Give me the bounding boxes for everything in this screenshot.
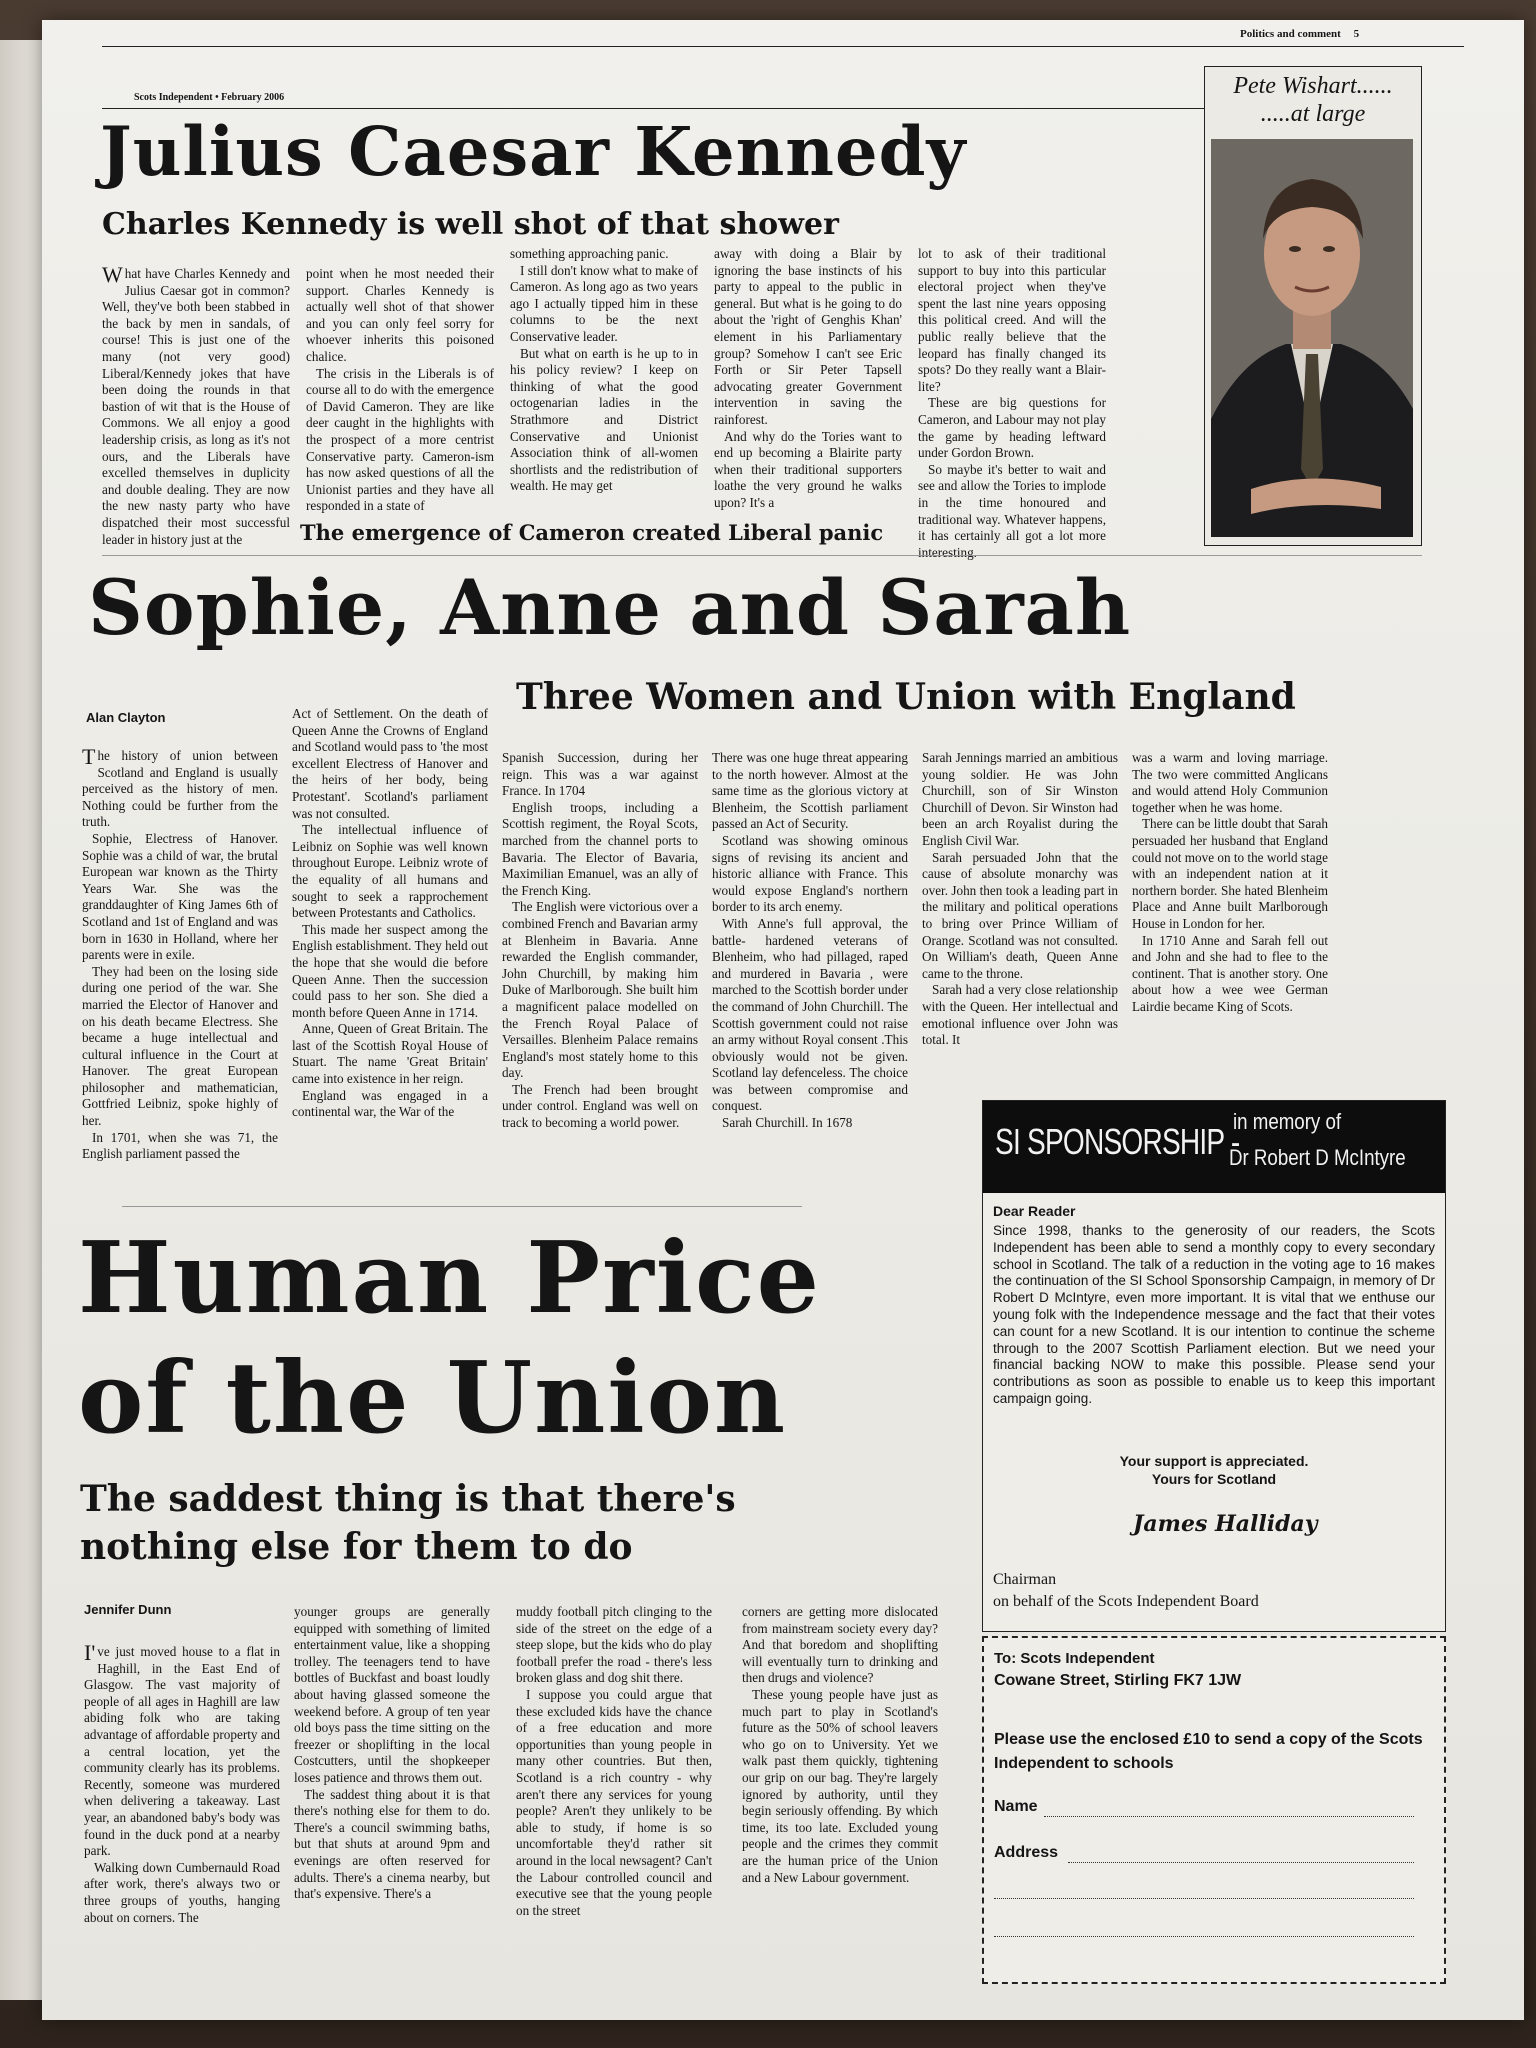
article1-subtitle: Charles Kennedy is well shot of that shower <box>102 207 839 242</box>
paragraph: Walking down Cumbernauld Road after work, there's always two or three groups of youths, hanging about on corners. The <box>84 1859 280 1925</box>
sponsorship-greeting: Dear Reader <box>993 1203 1076 1219</box>
paragraph: The saddest thing about it is that there's nothing else for them to do. There's a council swimming baths, but that shuts at around 9pm and evenings are often reserved for adults. There's a cinema nearby, but that's expensive. There's a <box>294 1786 490 1902</box>
publication-line: Scots Independent • February 2006 <box>134 92 285 103</box>
section-label: Politics and comment <box>1240 28 1341 40</box>
paragraph: Scotland was showing ominous signs of revising its ancient and historic alliance with France. This would expose England's northern border to its arch enemy. <box>712 832 908 915</box>
paragraph: Act of Settlement. On the death of Queen Anne the Crowns of England and Scotland would pass to 'the most excellent Electress of Hanover and the heirs of her body, being Protestant'. Scotland's parliament was not consulted. <box>292 706 488 821</box>
paragraph: So maybe it's better to wait and see and allow the Tories to implode in the time honoured and traditional way. Whatever happens, it has certainly all got a lot more interesting. <box>918 461 1106 560</box>
paragraph: This made her suspect among the English establishment. They held out the hope that she would die before Queen Anne. Then the succession could pass to her son. She died a month before Queen Anne in 1714. <box>292 921 488 1020</box>
coupon-address-field-1[interactable] <box>1068 1862 1414 1863</box>
coupon-address-line-2: Cowane Street, Stirling FK7 1JW <box>994 1672 1242 1689</box>
coupon-instruction: Please use the enclosed £10 to send a copy of the Scots Independent to schools <box>994 1731 1423 1772</box>
article1-title: Julius Caesar Kennedy <box>100 112 967 191</box>
paragraph: In 1701, when she was 71, the English parliament passed the <box>82 1129 278 1162</box>
coupon-address-field-3[interactable] <box>994 1936 1414 1937</box>
sponsorship-header <box>983 1101 1445 1193</box>
paragraph: I suppose you could argue that these excluded kids have the chance of a free education and more opportunities than young people in many other countries. But then, Scotland is a rich country - why aren't there any services for young people? Aren't they unlikely to be able to study, if home is so uncomfortable they'd rather sit around in the local newsagent? Can't the Labour controlled council and executive see that the young people on the street <box>516 1686 712 1918</box>
article3-subtitle-line-1: The saddest thing is that there's <box>80 1478 736 1520</box>
sponsorship-signoff: Yours for Scotland <box>1151 1471 1277 1487</box>
paragraph: They had been on the losing side during one period of the war. She married the Elector of Hanover and on his death became Electress. She became a huge intellectual and cultural influence in the Court at Hanover. The great European philosopher and mathematician, Gottfried Leibniz, spoke highly of her. <box>82 963 278 1129</box>
paragraph: point when he most needed their support. Charles Kennedy is actually well shot of that shower and you can only feel sorry for whoever inherits this poisoned chalice. <box>306 266 494 364</box>
sponsorship-role: Chairman <box>993 1571 1057 1588</box>
sponsorship-box <box>982 1100 1446 1632</box>
publication-rule <box>102 108 1242 109</box>
header-rule <box>102 46 1464 47</box>
section-header <box>1240 28 1359 40</box>
sponsorship-signature: James Halliday <box>1133 1511 1318 1537</box>
paragraph: I've just moved house to a flat in Haghill, in the East End of Glasgow. The vast majority of people of all ages in Haghill are law abiding folk who are taking advantage of affordable property and a central location, yet the community clearly has its problems. Recently, someone was murdered when delivering a takeaway. Last year, an abandoned baby's body was found in the duck pond at a nearby park. <box>84 1640 280 1859</box>
paragraph: I still don't know what to make of Cameron. As long ago as two years ago I actually tipped him in these columns to be the next Conservative leader. <box>510 262 698 344</box>
coupon-address-label: Address <box>994 1844 1059 1861</box>
paragraph: England was engaged in a continental war, the War of the <box>292 1087 488 1120</box>
paragraph: Sophie, Electress of Hanover. Sophie was a child of war, the brutal European war known as the Thirty Years War. She was the granddaughter of King James 6th of Scotland and 1st of England and was born in 1630 in Holland, where her parents were in exile. <box>82 830 278 963</box>
coupon-name-label: Name <box>994 1798 1038 1815</box>
paragraph: With Anne's full approval, the battle- hardened veterans of Blenheim, who had pillaged, raped and murdered in Bavaria , were marched to the Scottish border under the command of John Churchill. The Scottish government could not raise an army without Royal consent .This obviously would not be given. Scotland lay defenceless. The choice was between compromise and conquest. <box>712 915 908 1114</box>
article3-column-3 <box>516 1604 712 1974</box>
coupon-address-line-1: To: Scots Independent <box>994 1650 1155 1667</box>
section-divider-1 <box>102 555 1422 556</box>
sponsorship-title: SI SPONSORSHIP - <box>995 1121 1240 1162</box>
columnist-portrait <box>1211 139 1413 537</box>
article1-column-1 <box>102 262 290 566</box>
sponsorship-body: Since 1998, thanks to the generosity of our readers, the Scots Independent has been able to send a monthly copy to every secondary school in Scotland. The talk of a reduction in the voting age to 16 makes the continuation of the SI School Sponsorship Campaign, in memory of Dr Robert D McIntyre, even more important. It is vital that we enthuse our young folk with the Independence message and the fact that their votes can count for a new Scotland. It is our intention to continue the scheme through to the 2007 Scottish Parliament election. But we need your financial backing NOW to make this possible. Please send your contributions as soon as possible to enable us to keep this important campaign going. <box>993 1223 1435 1406</box>
article3-title-line-2: of the Union <box>78 1341 788 1456</box>
paragraph: The intellectual influence of Leibniz on Sophie was well known throughout Europe. Leibniz wrote of the equality of all humans and sought to seek a rapprochement between Protestants and Catholics. <box>292 822 488 921</box>
page-number: 5 <box>1353 28 1360 40</box>
article3-subtitle-line-2: nothing else for them to do <box>80 1526 633 1568</box>
article2-subtitle: Three Women and Union with England <box>516 676 1296 718</box>
article3-byline: Jennifer Dunn <box>84 1602 172 1617</box>
article2-column-1 <box>82 744 278 1194</box>
newspaper-page <box>42 20 1524 2020</box>
article1-pull-quote: The emergence of Cameron created Liberal panic <box>300 520 884 545</box>
sponsorship-role-detail: on behalf of the Scots Independent Board <box>993 1593 1259 1610</box>
sponsorship-memory-line: in memory of <box>1233 1109 1342 1134</box>
paragraph: Sarah persuaded John that the cause of absolute monarchy was over. John then took a leading part in the military and political operations to bring over Prince William of Orange. Scotland was not consulted. On William's death, Queen Anne came to the throne. <box>922 849 1118 981</box>
paragraph: lot to ask of their traditional support to buy into this particular electoral project when they've spent the last nine years opposing this political creed. And will the public really believe that the leopard has finally changed its spots? Do they really want a Blair-lite? <box>918 246 1106 394</box>
coupon-name-field[interactable] <box>1044 1816 1414 1817</box>
paragraph: The history of union between Scotland and England is usually perceived as the history of men. Nothing could be further from the truth. <box>82 744 278 830</box>
paragraph: Anne, Queen of Great Britain. The last of the Scottish Royal House of Stuart. The name 'Great Britain' came into existence in her reign. <box>292 1021 488 1087</box>
paragraph: Sarah Jennings married an ambitious young soldier. He was John Churchill, son of Sir Winston Churchill of Devon. Sir Winston had been an arch Royalist during the English Civil War. <box>922 750 1118 848</box>
section-divider-2 <box>122 1206 802 1207</box>
sponsorship-memory-name: Dr Robert D McIntyre <box>1229 1145 1406 1170</box>
columnist-tagline: .....at large <box>1260 100 1366 127</box>
paragraph: muddy football pitch clinging to the side of the street on the edge of a steep slope, but the kids who do play football prefer the road - there's less broken glass and dog shit there. <box>516 1604 712 1686</box>
paragraph: But what on earth is he up to in his policy review? I keep on thinking of what the good octogenarian ladies in the Strathmore and District Conservative and Unionist Association think of all-women shortlists and the redistribution of wealth. He may get <box>510 345 698 494</box>
paragraph: was a warm and loving marriage. The two were committed Anglicans and would attend Holy Communion together when he was home. <box>1132 750 1328 815</box>
paragraph: Sarah had a very close relationship with the Queen. Her intellectual and emotional influence over John was total. It <box>922 982 1118 1048</box>
coupon-address-field-2[interactable] <box>994 1898 1414 1899</box>
article2-column-4 <box>712 750 908 1202</box>
article2-column-3 <box>502 750 698 1194</box>
article1-column-5 <box>918 246 1106 560</box>
article2-column-6 <box>1132 750 1328 1106</box>
article1-column-3 <box>510 246 698 534</box>
article3-column-2 <box>294 1604 490 1964</box>
paragraph: something approaching panic. <box>510 246 669 261</box>
paragraph: corners are getting more dislocated from mainstream society every day? And that boredom and shoplifting will eventually turn to drinking and then drugs and violence? <box>742 1604 938 1686</box>
paragraph: The crisis in the Liberals is of course all to do with the emergence of David Cameron. They are like deer caught in the highlights with the prospect of a more centrist Conservative party. Cameron-ism has now asked questions of all the Unionist parties and they have all responded in a state of <box>306 365 494 514</box>
paragraph: Spanish Succession, during her reign. This was a war against France. In 1704 <box>502 750 698 799</box>
paragraph: The French had been brought under control. England was well on track to becoming a world power. <box>502 1081 698 1131</box>
paragraph: And why do the Tories want to end up becoming a Blairite party when their traditional supporters loathe the very ground he walks upon? It's a <box>714 428 902 510</box>
article2-column-5 <box>922 750 1118 1106</box>
paragraph: The English were victorious over a combined French and Bavarian army at Blenheim in Bavaria. Anne rewarded the English commander, John Churchill, by making him Duke of Marlborough. She built him a magnificent palace modelled on the French Royal Palace of Versailles. Blenheim Palace remains England's most stately home to this day. <box>502 899 698 1081</box>
sponsorship-closing: Your support is appreciated. <box>1119 1453 1309 1469</box>
paragraph: In 1710 Anne and Sarah fell out and John and she had to flee to the continent. That is another story. One about how a wee wee German Lairdie became King of Scots. <box>1132 932 1328 1014</box>
portrait-illustration <box>1211 139 1413 537</box>
paragraph: There can be little doubt that Sarah persuaded her husband that England could not move on to the world stage with an independent nation at it northern border. She hated Blenheim Place and Anne built Marlborough House in London for her. <box>1132 816 1328 931</box>
paragraph: What have Charles Kennedy and Julius Caesar got in common? Well, they've both been stabbed in the back by men in sandals, of course! This is just one of the many (not very good) Liberal/Kennedy jokes that have been doing the rounds in that bastion of wit that is the House of Commons. We all enjoy a good leadership crisis, as long as it's not ours, and the Liberals have excelled themselves in duplicity and double dealing. They are now the new nasty party who have dispatched their most successful leader in history just at the <box>102 262 290 547</box>
columnist-box <box>1204 66 1422 546</box>
article1-column-4 <box>714 246 902 534</box>
paragraph: These are big questions for Cameron, and Labour may not play the game by heading leftward under Gordon Brown. <box>918 395 1106 461</box>
article2-byline: Alan Clayton <box>86 710 166 725</box>
article3-column-4 <box>742 1604 938 1980</box>
article3-column-1 <box>84 1640 280 1960</box>
paragraph: English troops, including a Scottish regiment, the Royal Scots, marched from the channel ports to Bavaria. The Elector of Bavaria, Maximilian Emanuel, was an ally of the French King. <box>502 799 698 898</box>
article2-column-2 <box>292 706 488 1194</box>
paragraph: younger groups are generally equipped with something of limited entertainment value, like a shopping trolley. The teenagers tend to have bottles of Buckfast and boast loudly about having glassed someone the weekend before. A group of ten year old boys pass the time sitting on the freezer or shoplifting in the local Costcutters, until the shopkeeper loses patience and throws them out. <box>294 1604 490 1785</box>
article2-title: Sophie, Anne and Sarah <box>88 563 1132 652</box>
article3-title-line-1: Human Price <box>78 1221 821 1336</box>
paragraph: away with doing a Blair by ignoring the base instincts of his party to appeal to the public in general. But what is he going to do about the 'right of Genghis Khan' element in his Parliamentary group? Somehow I can't see Eric Forth or Sir Peter Tapsell advocating greater Government intervention in saving the rainforest. <box>714 246 902 427</box>
columnist-name: Pete Wishart...... <box>1233 73 1393 99</box>
paragraph: Sarah Churchill. In 1678 <box>722 1115 853 1131</box>
paragraph: These young people have just as much part to play in Scotland's future as the 50% of school leavers who go on to University. Yet we walk past them quickly, tightening our grip on our bag. They're largely ignored by authority, until they begin seriously offending. By which time, its too late. Excluded young people and the crimes they commit are the human price of the Union and a New Labour government. <box>742 1686 938 1885</box>
paragraph: There was one huge threat appearing to the north however. Almost at the same time as the glorious victory at Blenheim, the Scottish parliament passed an Act of Security. <box>712 750 908 832</box>
donation-coupon <box>982 1636 1446 1984</box>
article1-column-2 <box>306 266 494 534</box>
